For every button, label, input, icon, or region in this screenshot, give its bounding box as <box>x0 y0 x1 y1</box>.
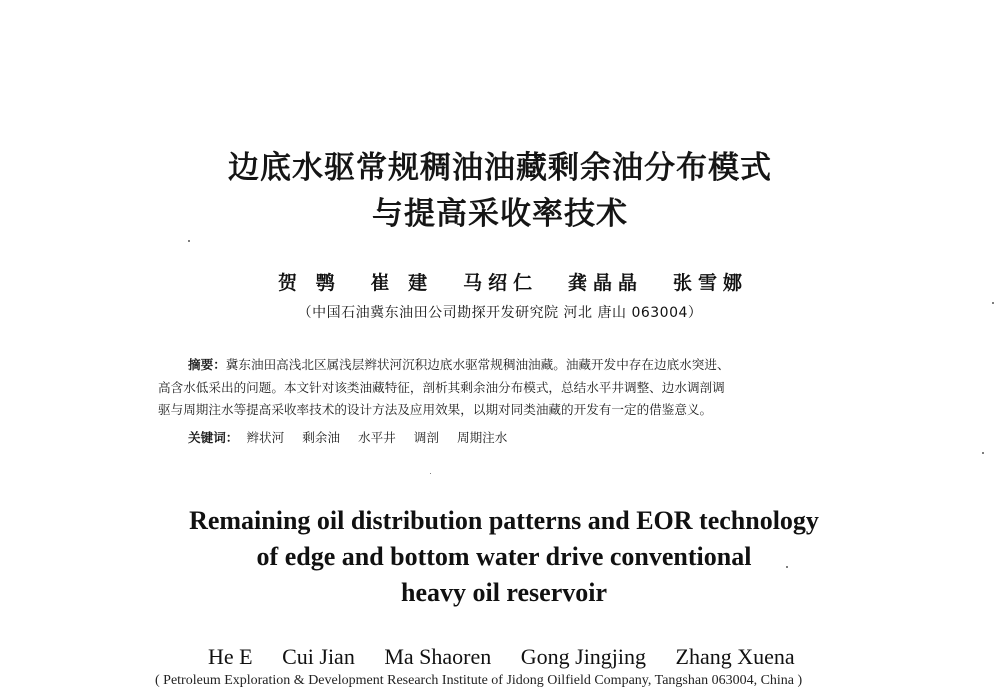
abstract-line-3: 驱与周期注水等提高采收率技术的设计方法及应用效果，以期对同类油藏的开发有一定的借鉴意义。 <box>158 402 713 417</box>
english-title-line-1: Remaining oil distribution patterns and EOR technology <box>189 506 819 535</box>
chinese-title-line-2: 与提高采收率技术 <box>372 196 628 232</box>
keyword: 辫状河 <box>246 430 285 445</box>
keywords-label: 关键词： <box>188 430 239 445</box>
chinese-author: 张雪娜 <box>672 272 748 294</box>
abstract-text: 冀东油田高浅北区属浅层辫状河沉积边底水驱常规稠油油藏。油藏开发中存在边底水突进、 <box>225 357 730 372</box>
keyword: 周期注水 <box>456 430 508 445</box>
keyword: 调剖 <box>413 430 439 445</box>
chinese-author: 贺 鹗 <box>278 272 341 294</box>
scan-speck <box>982 452 984 454</box>
chinese-affiliation: （中国石油冀东油田公司勘探开发研究院 河北 唐山 063004） <box>297 305 703 321</box>
keyword: 水平井 <box>357 430 396 445</box>
chinese-author: 崔 建 <box>370 272 434 294</box>
english-title-line-3: heavy oil reservoir <box>400 578 608 607</box>
scan-speck <box>786 566 788 568</box>
english-author: Ma Shaoren <box>384 644 492 669</box>
scan-speck <box>992 302 994 304</box>
keywords-line <box>188 427 521 446</box>
abstract-label: 摘要： <box>188 357 226 372</box>
english-author: Gong Jingjing <box>520 644 647 669</box>
english-author: Zhang Xuena <box>675 644 795 669</box>
english-author-list <box>208 644 795 670</box>
english-author: Cui Jian <box>282 644 355 669</box>
chinese-author-list <box>278 268 748 295</box>
chinese-author: 龚晶晶 <box>568 272 644 294</box>
scan-speck <box>430 473 431 474</box>
chinese-title-line-1: 边底水驱常规稠油油藏剩余油分布模式 <box>228 150 772 186</box>
chinese-abstract <box>158 354 870 422</box>
abstract-line-2: 高含水低采出的问题。本文针对该类油藏特征，剖析其剩余油分布模式，总结水平井调整、边水调剖调 <box>158 379 725 395</box>
english-title-line-2: of edge and bottom water drive conventional <box>256 542 752 571</box>
english-affiliation: ( Petroleum Exploration & Development Research Institute of Jidong Oilfield Company, Tangshan 063004, China ) <box>155 673 803 688</box>
abstract-line-1 <box>158 354 870 377</box>
scan-speck <box>188 240 190 242</box>
chinese-author: 马绍仁 <box>463 272 539 294</box>
keyword: 剩余油 <box>302 430 340 445</box>
english-author: He E <box>208 644 253 669</box>
